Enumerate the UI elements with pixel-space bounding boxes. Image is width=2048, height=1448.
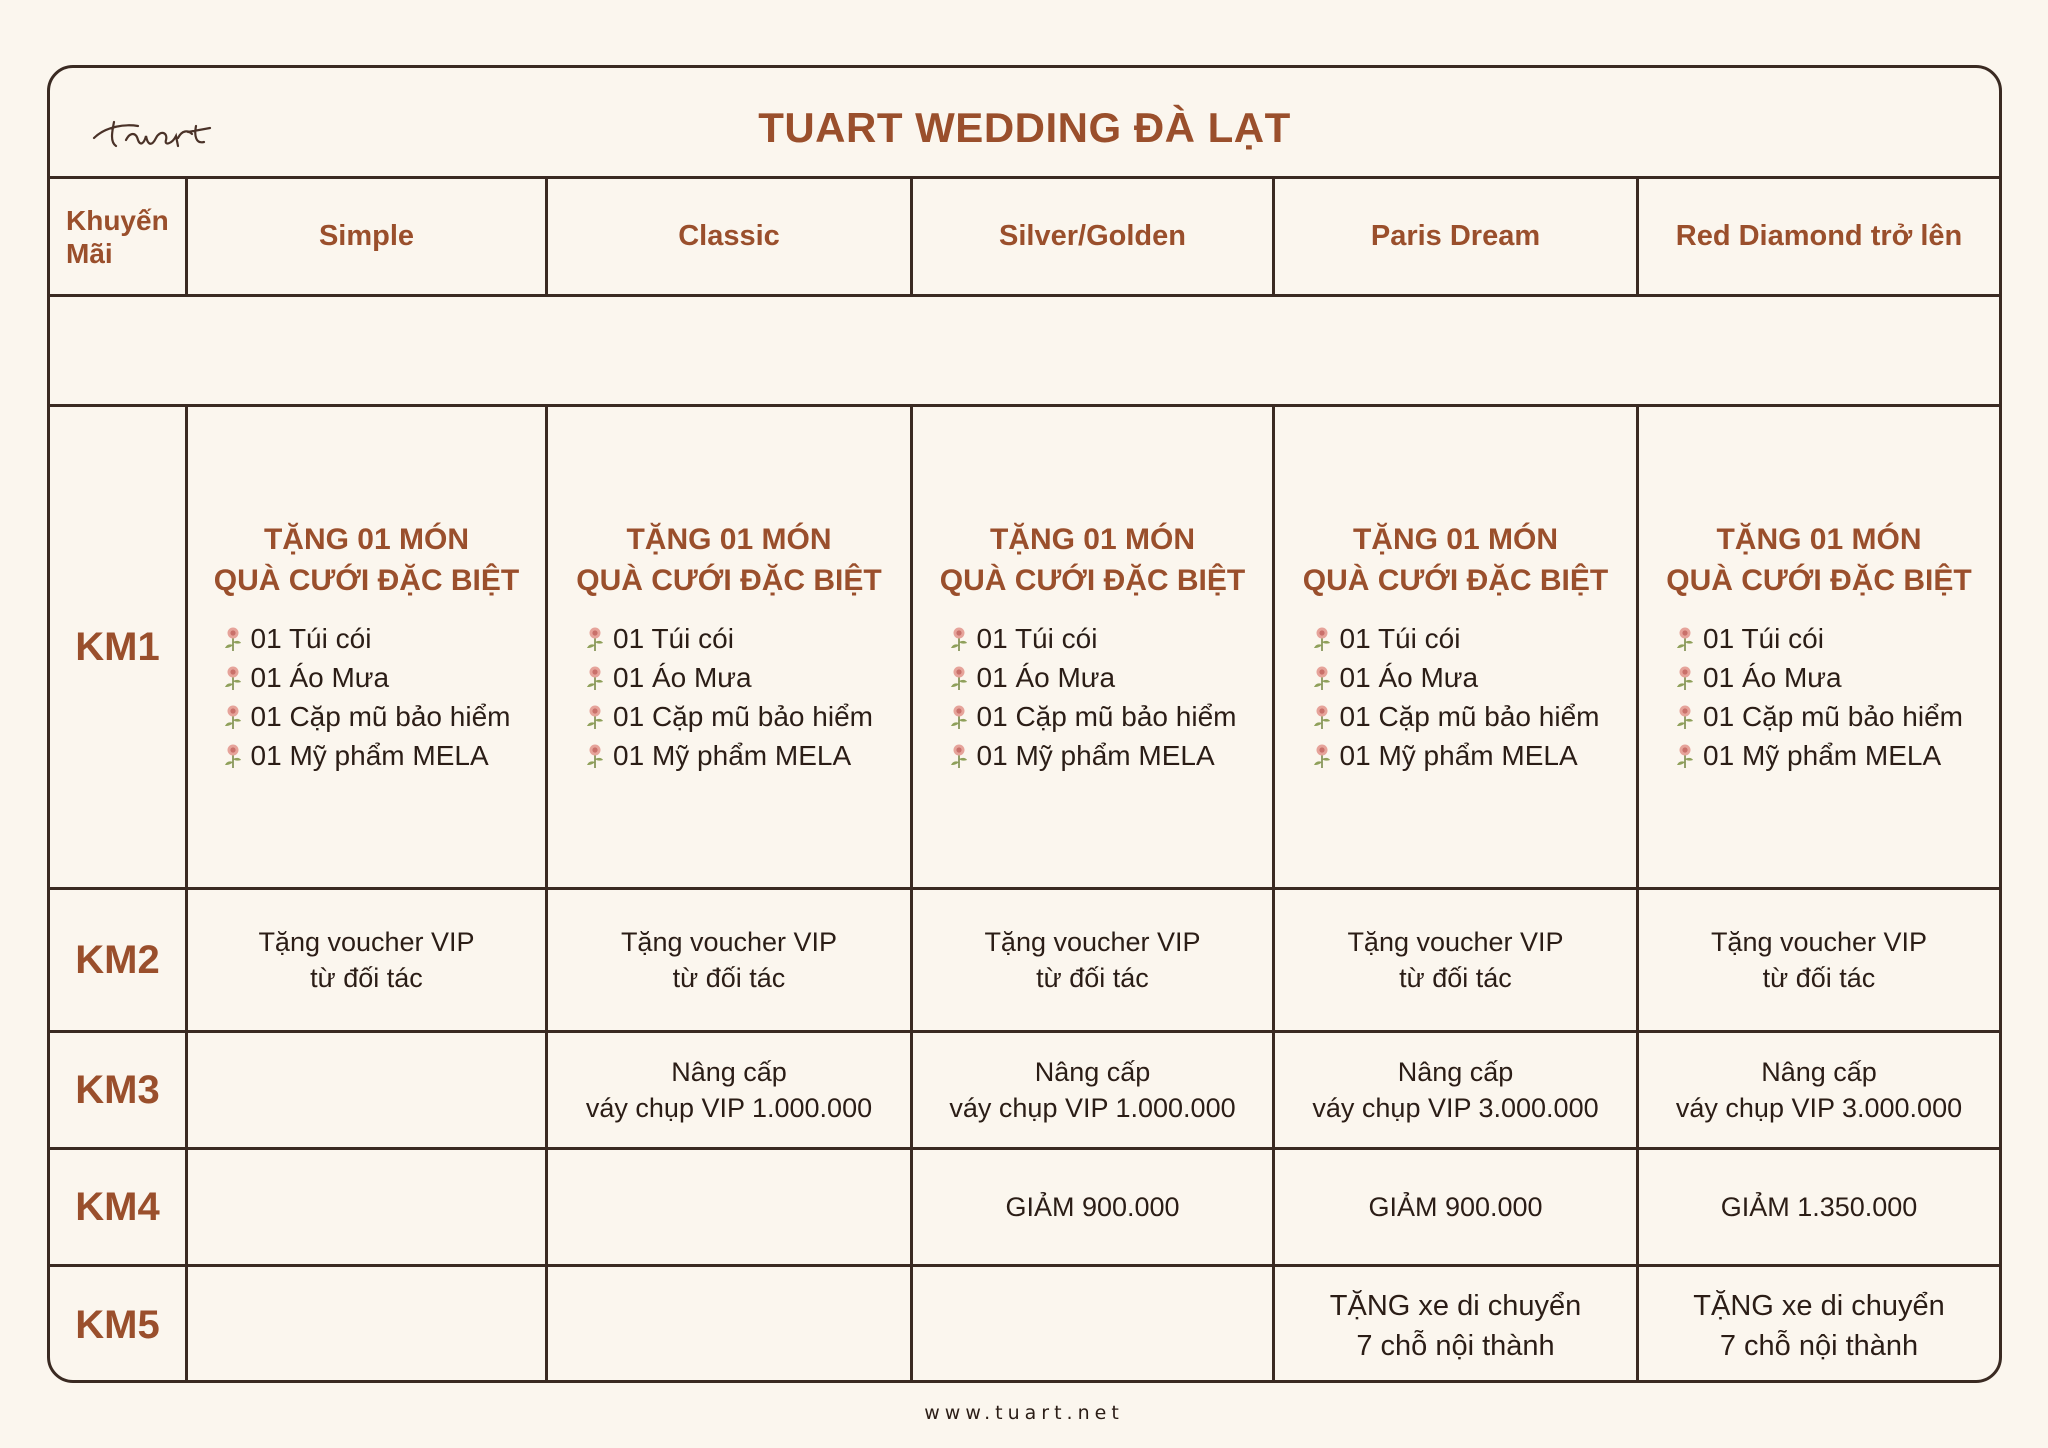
km4-cell [187, 1149, 547, 1266]
rose-icon [585, 703, 605, 731]
km3-cell: Nâng cấp váy chụp VIP 3.000.000 [1638, 1032, 2001, 1149]
km1-cell [1638, 406, 2001, 889]
list-item: 01 Túi cói [223, 619, 511, 658]
promotion-table [47, 176, 2002, 1383]
km4-label: KM4 [49, 1149, 187, 1266]
rose-icon [1675, 625, 1695, 653]
list-item: 01 Túi cói [1675, 619, 1963, 658]
gift-title: TẶNG 01 MÓN QUÀ CƯỚI ĐẶC BIỆT [1666, 523, 1972, 597]
km2-cell: Tặng voucher VIP từ đối tác [912, 889, 1274, 1032]
km5-row [49, 1266, 2001, 1384]
list-item: 01 Áo Mưa [585, 658, 873, 697]
km3-cell: Nâng cấp váy chụp VIP 3.000.000 [1274, 1032, 1638, 1149]
km2-label: KM2 [49, 889, 187, 1032]
rose-icon [223, 664, 243, 692]
km2-cell: Tặng voucher VIP từ đối tác [187, 889, 547, 1032]
list-item: 01 Áo Mưa [223, 658, 511, 697]
list-item: 01 Túi cói [949, 619, 1237, 658]
rose-icon [585, 664, 605, 692]
header-package-silver-golden: Silver/Golden [912, 178, 1274, 296]
km5-label: KM5 [49, 1266, 187, 1384]
header-package-paris-dream: Paris Dream [1274, 178, 1638, 296]
list-item: 01 Cặp mũ bảo hiểm [585, 697, 873, 736]
list-item: 01 Mỹ phẩm MELA [1312, 736, 1600, 775]
km5-cell [912, 1266, 1274, 1384]
rose-icon [223, 742, 243, 770]
list-item: 01 Cặp mũ bảo hiểm [1675, 697, 1963, 736]
empty-cell [49, 296, 2001, 406]
km4-cell: GIẢM 900.000 [1274, 1149, 1638, 1266]
promo-table-frame [47, 65, 2002, 1383]
km1-cell [187, 406, 547, 889]
list-item: 01 Mỹ phẩm MELA [585, 736, 873, 775]
list-item: 01 Áo Mưa [1675, 658, 1963, 697]
km1-cell [1274, 406, 1638, 889]
km2-cell: Tặng voucher VIP từ đối tác [1274, 889, 1638, 1032]
gift-list [949, 619, 1237, 775]
rose-icon [1675, 664, 1695, 692]
list-item: 01 Cặp mũ bảo hiểm [1312, 697, 1600, 736]
rose-icon [223, 703, 243, 731]
rose-icon [949, 664, 969, 692]
list-item: 01 Cặp mũ bảo hiểm [223, 697, 511, 736]
rose-icon [1675, 703, 1695, 731]
gift-list [223, 619, 511, 775]
km3-cell [187, 1032, 547, 1149]
gift-title: TẶNG 01 MÓN QUÀ CƯỚI ĐẶC BIỆT [213, 523, 520, 597]
rose-icon [223, 625, 243, 653]
km3-cell: Nâng cấp váy chụp VIP 1.000.000 [912, 1032, 1274, 1149]
km4-cell [547, 1149, 912, 1266]
km3-cell: Nâng cấp váy chụp VIP 1.000.000 [547, 1032, 912, 1149]
gift-list [1312, 619, 1600, 775]
gift-title: TẶNG 01 MÓN QUÀ CƯỚI ĐẶC BIỆT [939, 523, 1246, 597]
km1-row [49, 406, 2001, 889]
header-promo-label: Khuyến Mãi [49, 178, 187, 296]
km5-cell [547, 1266, 912, 1384]
km2-cell: Tặng voucher VIP từ đối tác [547, 889, 912, 1032]
km3-row [49, 1032, 2001, 1149]
rose-icon [1312, 742, 1332, 770]
rose-icon [949, 625, 969, 653]
website-footer: www.tuart.net [924, 1402, 1124, 1424]
header-package-red-diamond: Red Diamond trở lên [1638, 178, 2001, 296]
list-item: 01 Áo Mưa [1312, 658, 1600, 697]
km4-cell: GIẢM 1.350.000 [1638, 1149, 2001, 1266]
km5-cell: TẶNG xe di chuyển 7 chỗ nội thành [1274, 1266, 1638, 1384]
rose-icon [1675, 742, 1695, 770]
rose-icon [1312, 703, 1332, 731]
km4-cell: GIẢM 900.000 [912, 1149, 1274, 1266]
list-item: 01 Mỹ phẩm MELA [949, 736, 1237, 775]
empty-row [49, 296, 2001, 406]
km5-cell [187, 1266, 547, 1384]
rose-icon [585, 742, 605, 770]
km5-cell: TẶNG xe di chuyển 7 chỗ nội thành [1638, 1266, 2001, 1384]
km4-row [49, 1149, 2001, 1266]
gift-list [1675, 619, 1963, 775]
list-item: 01 Cặp mũ bảo hiểm [949, 697, 1237, 736]
header-package-simple: Simple [187, 178, 547, 296]
list-item: 01 Mỹ phẩm MELA [223, 736, 511, 775]
gift-list [585, 619, 873, 775]
list-item: 01 Áo Mưa [949, 658, 1237, 697]
km1-cell [547, 406, 912, 889]
page-title: TUART WEDDING ĐÀ LẠT [758, 104, 1291, 151]
rose-icon [585, 625, 605, 653]
header-package-classic: Classic [547, 178, 912, 296]
km1-label: KM1 [49, 406, 187, 889]
rose-icon [949, 703, 969, 731]
gift-title: TẶNG 01 MÓN QUÀ CƯỚI ĐẶC BIỆT [576, 523, 882, 597]
header-row [49, 178, 2001, 296]
km2-row [49, 889, 2001, 1032]
rose-icon [1312, 664, 1332, 692]
km3-label: KM3 [49, 1032, 187, 1149]
gift-title: TẶNG 01 MÓN QUÀ CƯỚI ĐẶC BIỆT [1302, 523, 1609, 597]
km2-cell: Tặng voucher VIP từ đối tác [1638, 889, 2001, 1032]
rose-icon [949, 742, 969, 770]
list-item: 01 Mỹ phẩm MELA [1675, 736, 1963, 775]
list-item: 01 Túi cói [585, 619, 873, 658]
rose-icon [1312, 625, 1332, 653]
km1-cell [912, 406, 1274, 889]
list-item: 01 Túi cói [1312, 619, 1600, 658]
